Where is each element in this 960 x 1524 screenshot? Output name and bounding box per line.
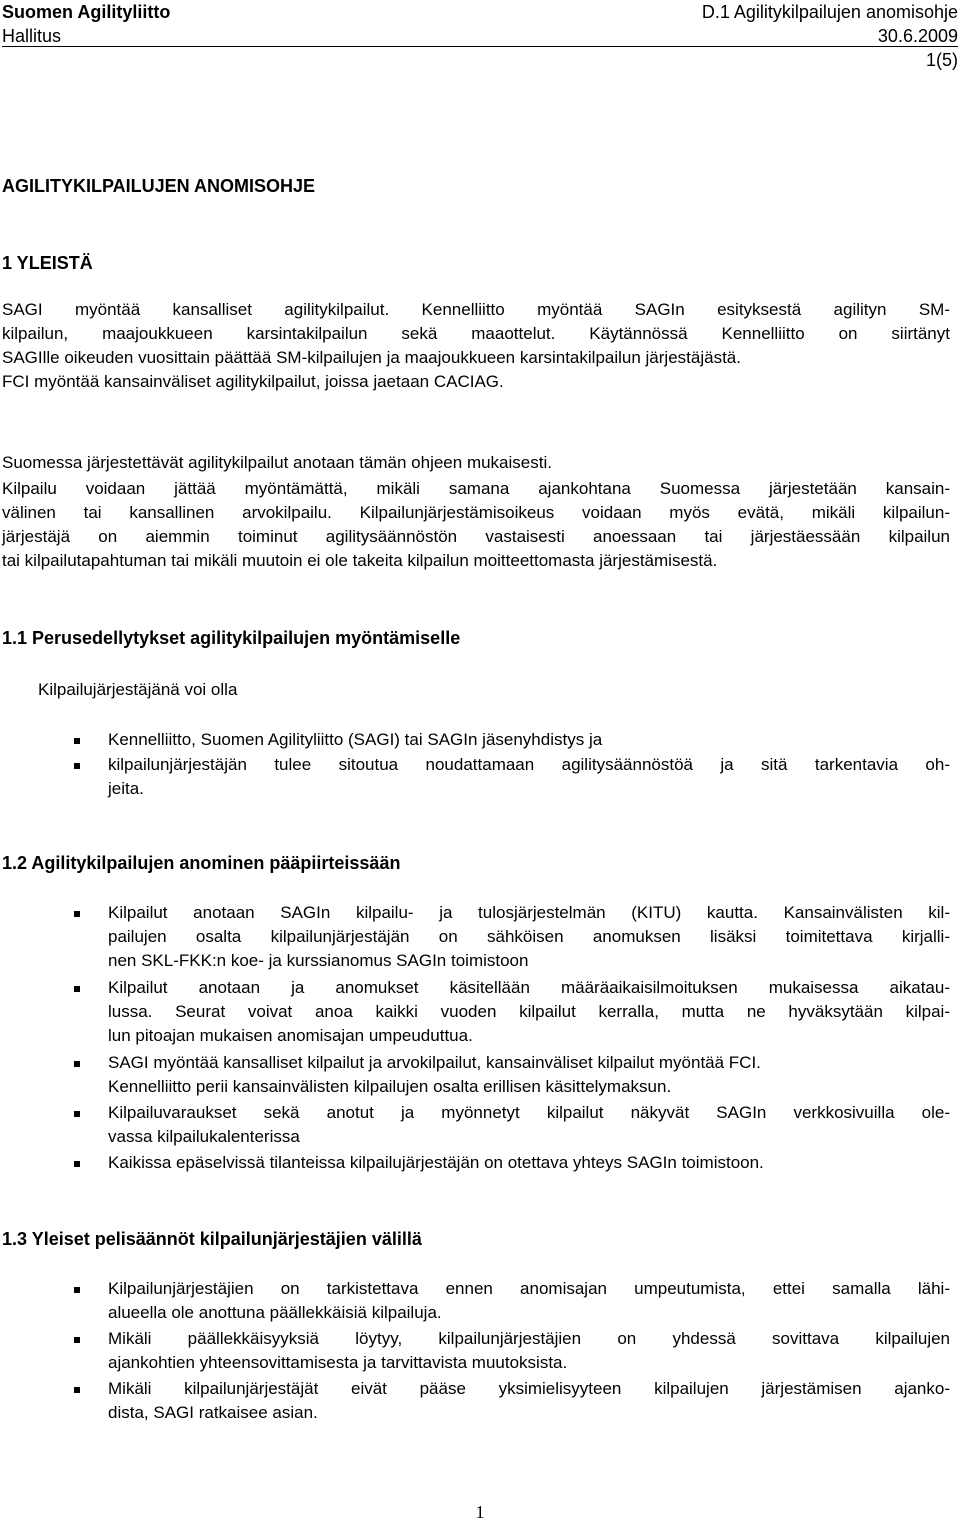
header-org: Suomen Agilityliitto xyxy=(2,2,171,22)
bullet-line: lussa. Seurat voivat anoa kaikki vuoden kilpailut kerralla, mutta ne hyväksytään kilpai- xyxy=(108,1002,950,1021)
bullet-marker xyxy=(74,1161,80,1167)
paragraph-line: kilpailun, maajoukkueen karsintakilpailun sekä maaottelut. Käytännössä Kennelliitto on siirtänyt xyxy=(2,324,950,343)
bullet-item xyxy=(108,1101,950,1149)
document-title: AGILITYKILPAILUJEN ANOMISOHJE xyxy=(2,176,316,196)
section-1-1-heading: 1.1 Perusedellytykset agilitykilpailujen myöntämiselle xyxy=(2,628,461,648)
header-doc-code: D.1 Agilitykilpailujen anomisohje xyxy=(701,2,958,22)
bullet-item xyxy=(108,901,950,973)
header-page-count: 1(5) xyxy=(925,50,958,70)
bullet-line: ajankohtien yhteensovittamisesta ja tarvittavista muutoksista. xyxy=(108,1353,568,1372)
bullet-line: Kilpailuvaraukset sekä anotut ja myönnetyt kilpailut näkyvät SAGIn verkkosivuilla ole- xyxy=(108,1103,950,1122)
bullet-line: dista, SAGI ratkaisee asian. xyxy=(108,1403,318,1422)
bullet-line: jeita. xyxy=(108,779,144,798)
bullet-line: kilpailunjärjestäjän tulee sitoutua noudattamaan agilitysäännöstöä ja sitä tarkentavia oh- xyxy=(108,755,950,774)
section-1-heading: 1 YLEISTÄ xyxy=(2,253,93,273)
bullet-item xyxy=(108,1327,950,1375)
paragraph-line: Kilpailu voidaan jättää myöntämättä, mikäli samana ajankohtana Suomessa järjestetään kansain- xyxy=(2,479,950,498)
bullet-marker xyxy=(74,1337,80,1343)
header-body: Hallitus xyxy=(2,26,62,46)
bullet-item xyxy=(108,1277,950,1325)
section-1-2-heading: 1.2 Agilitykilpailujen anominen pääpiirteissään xyxy=(2,853,401,873)
bullet-line: Kilpailut anotaan SAGIn kilpailu- ja tulosjärjestelmän (KITU) kautta. Kansainvälisten kil- xyxy=(108,903,950,922)
bullet-item xyxy=(108,1151,950,1175)
bullet-line: lun pitoajan mukaisen anomisajan umpeuduttua. xyxy=(108,1026,473,1045)
bullet-line: nen SKL-FKK:n koe- ja kurssianomus SAGIn toimistoon xyxy=(108,951,529,970)
bullet-marker xyxy=(74,1387,80,1393)
bullet-marker xyxy=(74,763,80,769)
bullet-item xyxy=(108,728,950,752)
bullet-line: Kennelliitto perii kansainvälisten kilpailujen osalta erillisen käsittelymaksun. xyxy=(108,1077,672,1096)
bullet-line: Kilpailut anotaan ja anomukset käsitellään määräaikaisilmoituksen mukaisessa aikatau- xyxy=(108,978,950,997)
bullet-marker xyxy=(74,1061,80,1067)
section-1-paragraph-2: Suomessa järjestettävät agilitykilpailut anotaan tämän ohjeen mukaisesti. xyxy=(2,453,552,472)
bullet-item xyxy=(108,1051,950,1099)
bullet-item xyxy=(108,1377,950,1425)
bullet-marker xyxy=(74,911,80,917)
header-row-1 xyxy=(2,0,958,24)
bullet-item xyxy=(108,976,950,1048)
bullet-line: Kennelliitto, Suomen Agilityliitto (SAGI) tai SAGIn jäsenyhdistys ja xyxy=(108,730,603,749)
bullet-line: Mikäli päällekkäisyyksiä löytyy, kilpailunjärjestäjien on yhdessä sovittava kilpailujen xyxy=(108,1329,950,1348)
section-1-paragraph-3 xyxy=(2,477,950,573)
bullet-line: vassa kilpailukalenterissa xyxy=(108,1127,300,1146)
bullet-marker xyxy=(74,1287,80,1293)
paragraph-line: järjestäjä on aiemmin toiminut agilitysäännöstön vastaisesti anoessaan tai järjestäessään kilpailun xyxy=(2,527,950,546)
paragraph-line: FCI myöntää kansainväliset agilitykilpailut, joissa jaetaan CACIAG. xyxy=(2,372,504,391)
page-header xyxy=(2,0,958,47)
bullet-marker xyxy=(74,738,80,744)
bullet-line: Kaikissa epäselvissä tilanteissa kilpailujärjestäjän on otettava yhteys SAGIn toimistoon. xyxy=(108,1153,764,1172)
section-1-1-intro: Kilpailujärjestäjänä voi olla xyxy=(38,680,238,699)
bullet-marker xyxy=(74,1111,80,1117)
bullet-line: Kilpailunjärjestäjien on tarkistettava ennen anomisajan umpeutumista, ettei samalla lähi- xyxy=(108,1279,950,1298)
bullet-line: Mikäli kilpailunjärjestäjät eivät pääse yksimielisyyteen kilpailujen järjestämisen ajanko- xyxy=(108,1379,950,1398)
section-1-paragraph-1 xyxy=(2,298,950,394)
bullet-line: SAGI myöntää kansalliset kilpailut ja arvokilpailut, kansainväliset kilpailut myöntää FCI. xyxy=(108,1053,761,1072)
bullet-line: pailujen osalta kilpailunjärjestäjän on sähköisen anomuksen lisäksi toimitettava kirjalli- xyxy=(108,927,950,946)
paragraph-line: SAGI myöntää kansalliset agilitykilpailut. Kennelliitto myöntää SAGIn esityksestä agilityn SM- xyxy=(2,300,950,319)
paragraph-line: välinen tai kansallinen arvokilpailu. Kilpailunjärjestämisoikeus voidaan myös evätä, mikäli kilpailun- xyxy=(2,503,950,522)
paragraph-line: SAGIlle oikeuden vuosittain päättää SM-kilpailujen ja maajoukkueen karsintakilpailun järjestäjästä. xyxy=(2,348,741,367)
bullet-line: alueella ole anottuna päällekkäisiä kilpailuja. xyxy=(108,1303,442,1322)
paragraph-line: tai kilpailutapahtuman tai mikäli muutoin ei ole takeita kilpailun moitteettomasta järjestämisestä. xyxy=(2,551,718,570)
header-date: 30.6.2009 xyxy=(877,26,958,46)
bullet-marker xyxy=(74,986,80,992)
footer-page-number: 1 xyxy=(475,1502,485,1522)
header-row-2 xyxy=(2,24,958,48)
bullet-item xyxy=(108,753,950,801)
section-1-3-heading: 1.3 Yleiset pelisäännöt kilpailunjärjestäjien välillä xyxy=(2,1229,422,1249)
